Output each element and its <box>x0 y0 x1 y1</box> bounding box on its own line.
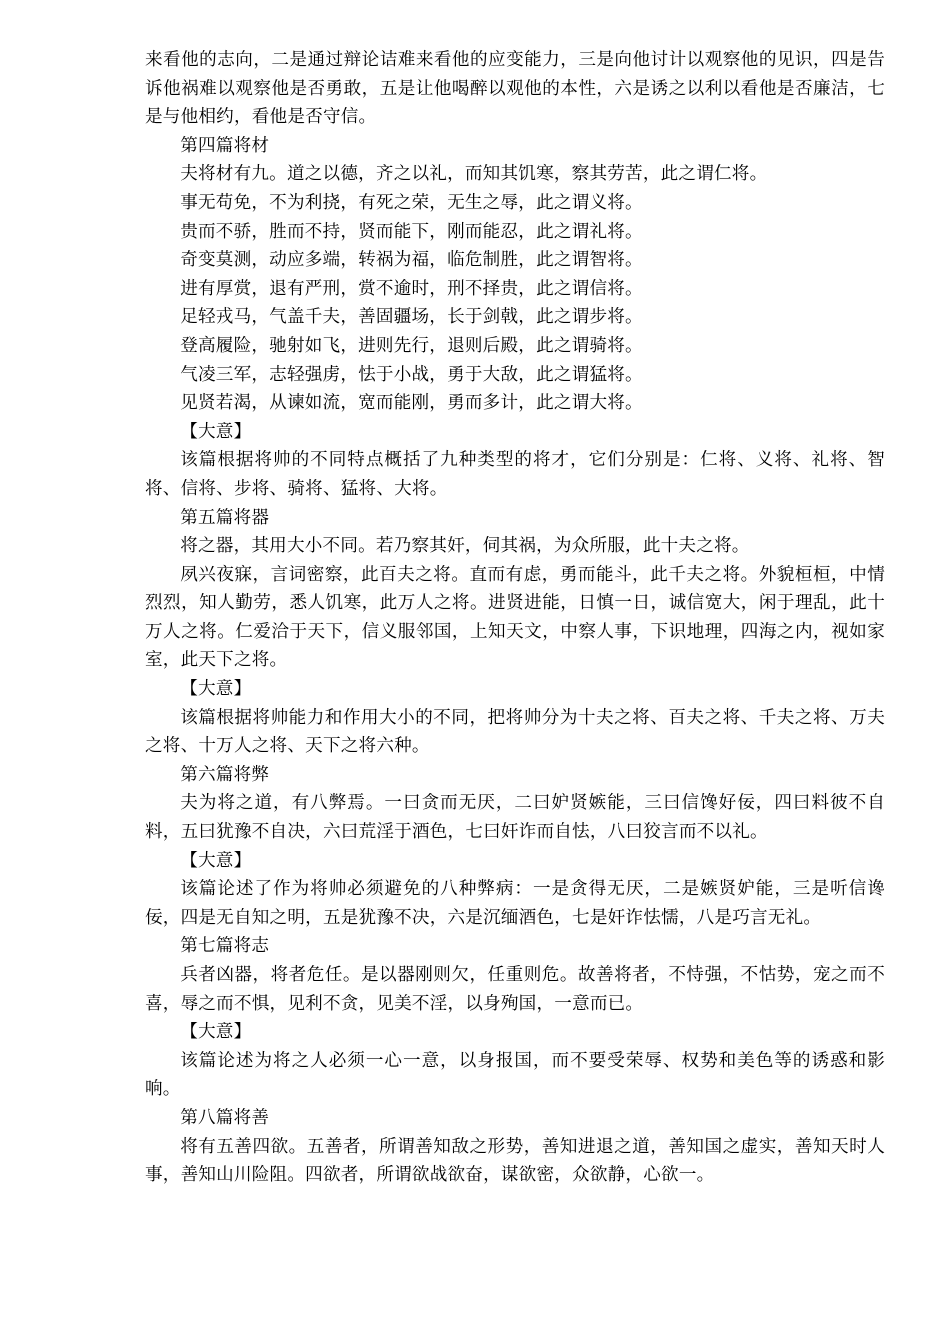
paragraph: 将有五善四欲。五善者，所谓善知敌之形势，善知进退之道，善知国之虚实，善知天时人事，善知山川险阻。四欲者，所谓欲战欲奋，谋欲密，众欲静，心欲一。 <box>145 1136 885 1186</box>
paragraph: 夫将材有九。道之以德，齐之以礼，而知其饥寒，察其劳苦，此之谓仁将。 <box>180 164 768 185</box>
chapter-heading-6: 第六篇将弊 <box>180 764 270 785</box>
summary-label: 【大意】 <box>180 421 252 442</box>
paragraph: 奇变莫测，动应多端，转祸为福，临危制胜，此之谓智将。 <box>180 250 643 271</box>
paragraph: 贵而不骄，胜而不持，贤而能下，刚而能忍，此之谓礼将。 <box>180 221 643 242</box>
chapter-heading-8: 第八篇将善 <box>180 1107 270 1128</box>
paragraph: 事无苟免，不为利挠，有死之荣，无生之辱，此之谓义将。 <box>180 192 643 213</box>
summary-paragraph: 该篇根据将帅的不同特点概括了九种类型的将才，它们分别是：仁将、义将、礼将、智将、信将、步将、骑将、猛将、大将。 <box>145 450 885 499</box>
summary-label: 【大意】 <box>180 1022 252 1043</box>
summary-label: 【大意】 <box>180 850 252 871</box>
paragraph: 见贤若渴，从谏如流，宽而能刚，勇而多计，此之谓大将。 <box>180 393 643 414</box>
summary-paragraph: 该篇根据将帅能力和作用大小的不同，把将帅分为十夫之将、百夫之将、千夫之将、万夫之将、十万人之将、天下之将六种。 <box>145 707 885 757</box>
summary-label: 【大意】 <box>180 679 252 700</box>
paragraph: 将之器，其用大小不同。若乃察其奸，伺其祸，为众所服，此十夫之将。 <box>180 536 750 557</box>
summary-paragraph: 该篇论述为将之人必须一心一意，以身报国，而不要受荣辱、权势和美色等的诱惑和影响。 <box>145 1050 885 1100</box>
paragraph: 登高履险，驰射如飞，进则先行，退则后殿，此之谓骑将。 <box>180 335 643 356</box>
paragraph: 气凌三军，志轻强虏，怯于小战，勇于大敌，此之谓猛将。 <box>180 364 643 385</box>
paragraph: 足轻戎马，气盖千夫，善固疆场，长于剑戟，此之谓步将。 <box>180 307 643 328</box>
paragraph: 夫为将之道，有八弊焉。一曰贪而无厌，二曰妒贤嫉能，三曰信馋好佞，四曰料彼不自料，五曰犹豫不自决，六曰荒淫于酒色，七曰奸诈而自怯，八曰狡言而不以礼。 <box>145 793 885 843</box>
document-page <box>145 46 885 1190</box>
summary-paragraph: 该篇论述了作为将帅必须避免的八种弊病：一是贪得无厌，二是嫉贤妒能，三是听信谗佞，四是无自知之明，五是犹豫不决，六是沉缅酒色，七是奸诈怯懦，八是巧言无礼。 <box>145 879 885 928</box>
paragraph: 兵者凶器，将者危任。是以器刚则欠，任重则危。故善将者，不恃强，不怙势，宠之而不喜，辱之而不惧，见利不贪，见美不淫，以身殉国，一意而已。 <box>145 965 885 1014</box>
paragraph: 夙兴夜寐，言词密察，此百夫之将。直而有虑，勇而能斗，此千夫之将。外貌桓桓，中情烈烈，知人勤劳，悉人饥寒，此万人之将。进贤进能，日慎一日，诚信宽大，闲于理乱，此十万人之将。仁爱洽于天下，信义服邻国，上知天文，中察人事，下识地理，四海之内，视如家室，此天下之将。 <box>145 564 885 671</box>
paragraph: 进有厚赏，退有严刑，赏不逾时，刑不择贵，此之谓信将。 <box>180 278 643 299</box>
chapter-heading-5: 第五篇将器 <box>180 507 270 528</box>
chapter-heading-4: 第四篇将材 <box>180 135 270 156</box>
paragraph-continuation: 来看他的志向，二是通过辩论诘难来看他的应变能力，三是向他讨计以观察他的见识，四是告诉他祸难以观察他是否勇敢，五是让他喝醉以观他的本性，六是诱之以利以看他是否廉洁，七是与他相约，看他是否守信。 <box>145 50 885 128</box>
chapter-heading-7: 第七篇将志 <box>180 936 270 957</box>
